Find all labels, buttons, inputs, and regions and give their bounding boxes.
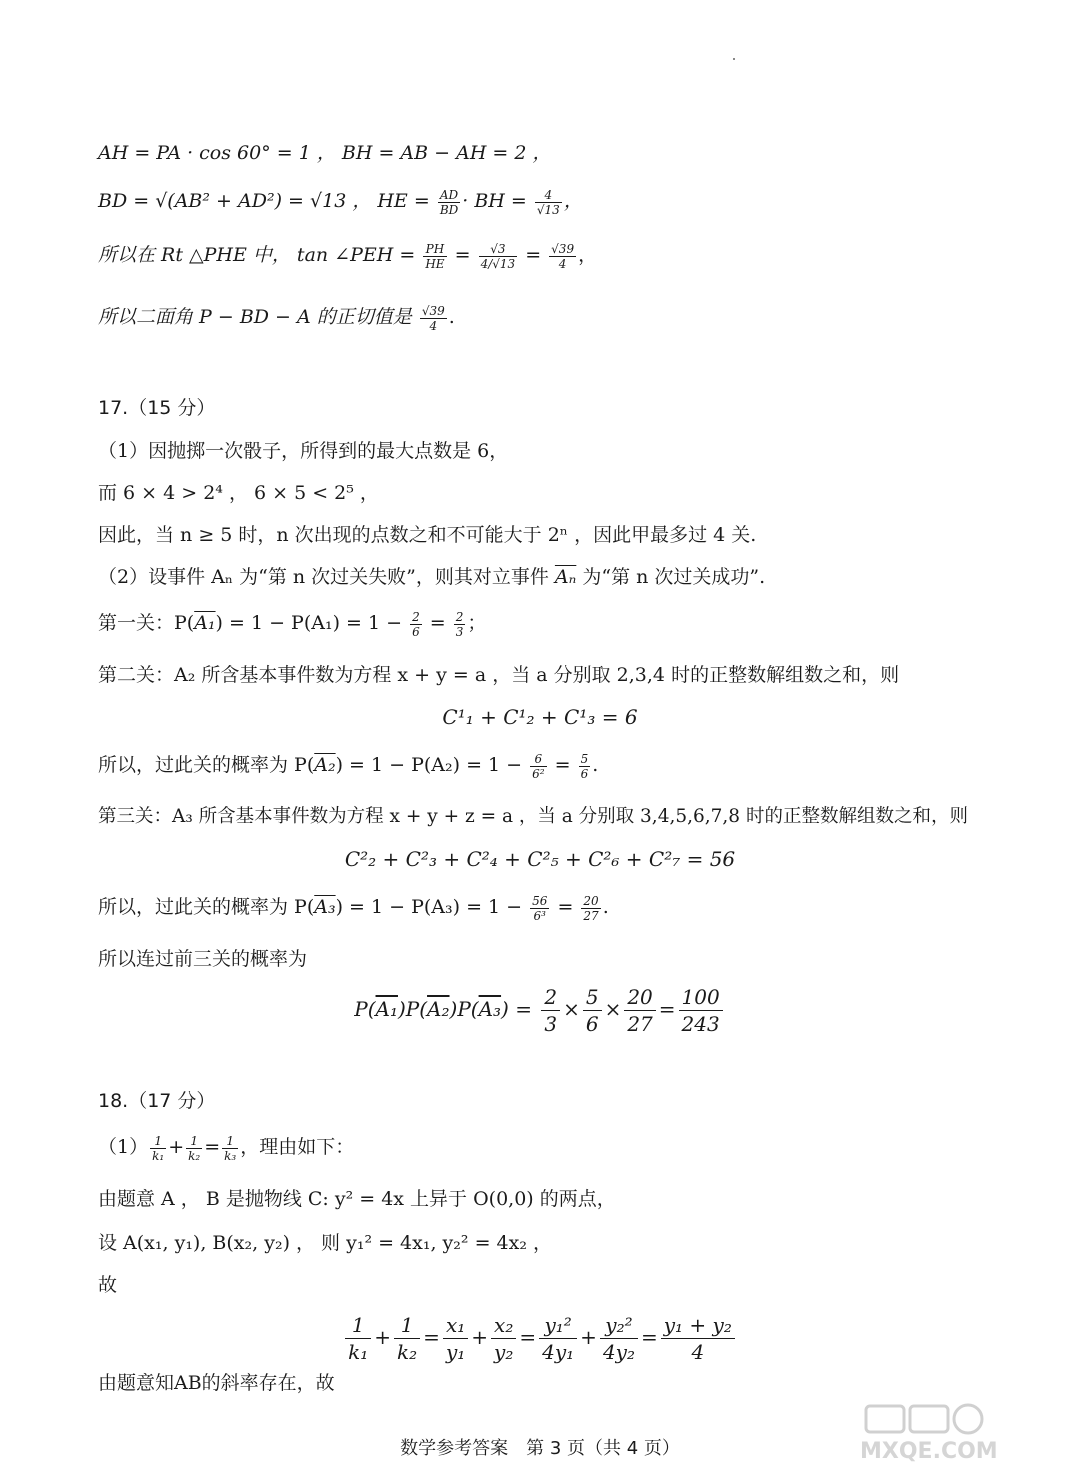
q17-p4: （2）设事件 Aₙ 为“第 n 次过关失败”，则其对立事件 $\overline{A_n}$ 为“第 n 次过关成功”. (98, 566, 766, 588)
fraction: $\frac{AD}{BD}$ (439, 187, 459, 217)
fraction: $\frac{4}{√13}$ (536, 187, 560, 217)
q17-all: 所以连过前三关的概率为 (98, 948, 308, 970)
line-ah-bh: AH = PA · cos 60° = 1 ， BH = AB − AH = 2 ， (98, 142, 552, 164)
q18-p4: 故 (98, 1274, 118, 1296)
fraction: $\frac{6}{\text{6²}}$ (532, 751, 545, 781)
line-dihedral: 所以二面角 P − BD − A 的正切值是 $\frac{√39}{4}$ . (98, 303, 455, 333)
q17-gate1: 第一关：P(A₁) = 1 − P(A₁) = 1 − $\frac{2}{6}$ = $\frac{2}{3}$ ； (98, 609, 487, 639)
speck (733, 58, 735, 60)
q17-p2: 而 6 × 4 > 2⁴ ， 6 × 5 < 2⁵ ， (98, 482, 379, 504)
q17-gate2: 第二关：A₂ 所含基本事件数为方程 x + y = a ，当 a 分别取 2,3,4 时的正整数解组数之和，则 (98, 664, 900, 686)
fraction: $\frac{1}{\text{k₁}}$ (345, 1312, 371, 1365)
q18-heading: 18.（17 分） (98, 1090, 216, 1112)
fraction: $\frac{1}{\text{k₃}}$ (224, 1133, 237, 1163)
fraction: $\frac{2}{3}$ (455, 609, 464, 639)
fraction: $\frac{\text{y₁²}}{\text{4y₁}}$ (539, 1312, 577, 1365)
q17-gate3: 第三关：A₃ 所含基本事件数为方程 x + y + z = a ，当 a 分别取 3,4,5,6,7,8 时的正整数解组数之和，则 (98, 806, 968, 827)
line-bd-he: BD = √(AB² + AD²) = √13 ， HE = $\frac{AD}{BD}$ · BH = $\frac{4}{√13}$ ， (98, 187, 583, 217)
q17-final-eq: P(A₁)P(A₂)P(A₃) = $\frac{2}{3}$ × $\frac{5}{6}$ × $\frac{20}{27}$ = $\frac{100}{243}$ (0, 984, 1080, 1037)
q18-p1: （1） $\frac{1}{\text{k₁}}$ + $\frac{1}{\text{k₂}}$ = $\frac{1}{\text{k₃}}$ ，理由如下： (98, 1133, 355, 1163)
q17-gate3-prob: 所以，过此关的概率为 P(A₃) = 1 − P(A₃) = 1 − $\frac{56}{\text{6³}}$ = $\frac{20}{27}$ . (98, 893, 609, 923)
fraction: $\frac{20}{27}$ (624, 984, 655, 1037)
fraction: $\frac{\text{x₁}}{\text{y₁}}$ (443, 1312, 468, 1365)
svg-text:MXQE.COM: MXQE.COM (860, 1439, 998, 1462)
page-footer: 数学参考答案 第 3 页（共 4 页） (400, 1438, 680, 1459)
fraction: $\frac{1}{\text{k₂}}$ (188, 1133, 201, 1163)
fraction: $\frac{56}{\text{6³}}$ (532, 893, 548, 923)
fraction: $\frac{√3}{4/√13}$ (480, 241, 516, 271)
fraction: $\frac{PH}{HE}$ (425, 241, 445, 271)
q17-gate2-eq: C¹₁ + C¹₂ + C¹₃ = 6 (442, 705, 638, 729)
q18-p3: 设 A(x₁, y₁), B(x₂, y₂) ， 则 y₁² = 4x₁, y₂² = 4x₂ ， (98, 1232, 552, 1254)
fraction: $\frac{1}{\text{k₂}}$ (394, 1312, 420, 1365)
q17-gate3-eq: C²₂ + C²₃ + C²₄ + C²₅ + C²₆ + C²₇ = 56 (344, 847, 736, 871)
q17-heading: 17.（15 分） (98, 397, 216, 419)
fraction: $\frac{√39}{4}$ (551, 241, 575, 271)
line-tan-peh: 所以在 Rt △PHE 中， tan ∠PEH = $\frac{PH}{HE}$ = $\frac{√3}{4/√13}$ = $\frac{√39}{4}$ ， (98, 241, 598, 271)
q17-p3: 因此，当 n ≥ 5 时，n 次出现的点数之和不可能大于 2ⁿ ，因此甲最多过 4 关. (98, 524, 757, 546)
fraction: $\frac{\text{y₂²}}{\text{4y₂}}$ (600, 1312, 638, 1365)
q18-p5: 由题意知AB的斜率存在，故 (98, 1372, 335, 1394)
fraction: $\frac{20}{27}$ (583, 893, 599, 923)
q18-p2: 由题意 A ， B 是抛物线 C: y² = 4x 上异于 O(0,0) 的两点， (98, 1188, 616, 1210)
fraction: $\frac{100}{243}$ (679, 984, 723, 1037)
fraction: $\frac{2}{6}$ (412, 609, 420, 639)
fraction: $\frac{2}{3}$ (541, 984, 560, 1037)
fraction: $\frac{\text{x₂}}{\text{y₂}}$ (491, 1312, 516, 1365)
fraction: $\frac{\text{y₁ + y₂}}{4}$ (661, 1312, 735, 1365)
fraction: $\frac{5}{6}$ (580, 751, 589, 781)
fraction: $\frac{5}{6}$ (583, 984, 602, 1037)
q17-gate2-prob: 所以，过此关的概率为 P(A₂) = 1 − P(A₂) = 1 − $\frac{6}{\text{6²}}$ = $\frac{5}{6}$ . (98, 751, 599, 781)
q18-eq: $\frac{1}{\text{k₁}}$ + $\frac{1}{\text{k₂}}$ = $\frac{\text{x₁}}{\text{y₁}}$ + $\frac{\text{x₂}}{\text{y₂}}$ = $\frac{\text{y₁²}}{\text{4y₁}}$ + $\frac{\text{y₂²}}{\text{4y₂}}$ = $\frac{\text{y₁ + y₂}}{4}$ (0, 1312, 1080, 1365)
q17-p1: （1）因抛掷一次骰子，所得到的最大点数是 6， (98, 440, 509, 462)
fraction: $\frac{√39}{4}$ (421, 303, 445, 333)
fraction: $\frac{1}{\text{k₁}}$ (152, 1133, 165, 1163)
